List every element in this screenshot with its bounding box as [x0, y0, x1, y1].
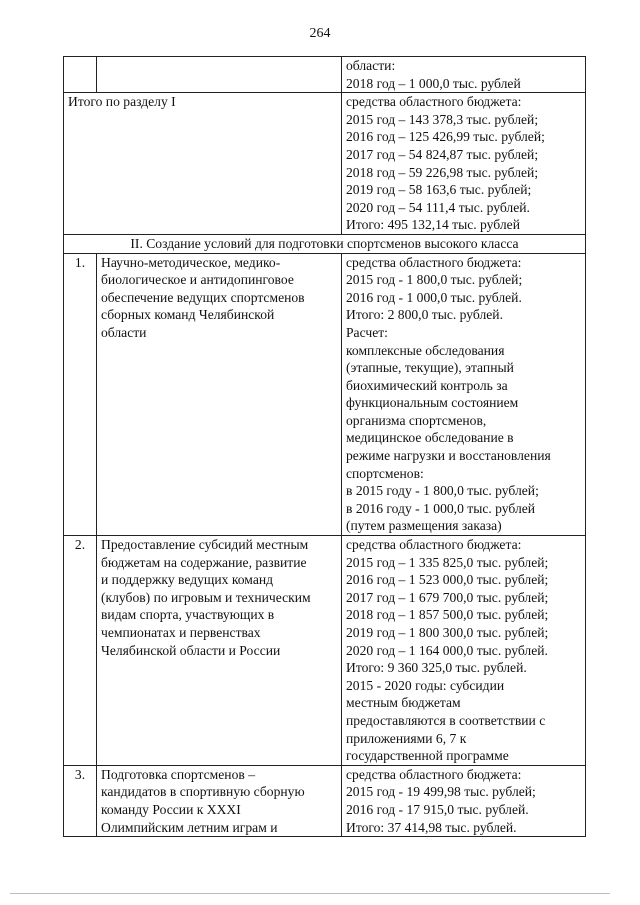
fund-cell	[342, 536, 586, 766]
section-total-label: Итого по разделу I	[64, 93, 342, 235]
desc-cell	[97, 536, 342, 766]
funding-table	[63, 56, 586, 837]
calc-line: функциональным состоянием	[346, 395, 519, 411]
fund-line: 2018 год – 1 000,0 тыс. рублей	[346, 75, 521, 91]
desc-line: сборных команд Челябинской	[101, 307, 275, 323]
fund-line: 2018 год – 1 857 500,0 тыс. рублей;	[346, 607, 549, 623]
calc-line: в 2015 году - 1 800,0 тыс. рублей;	[346, 483, 539, 499]
fund-line: 2016 год - 17 915,0 тыс. рублей.	[346, 801, 529, 817]
fund-cell	[342, 93, 586, 235]
calc-line: (этапные, текущие), этапный	[346, 360, 514, 376]
row-number: 3.	[64, 765, 97, 836]
calc-line: комплексные обследования	[346, 342, 505, 358]
section-title: II. Создание условий для подготовки спортсменов высокого класса	[64, 234, 586, 253]
note-line: приложениями 6, 7 к	[346, 730, 467, 746]
calc-line: (путем размещения заказа)	[346, 518, 502, 534]
fund-line: 2019 год – 1 800 300,0 тыс. рублей;	[346, 625, 549, 640]
fund-cell	[342, 765, 586, 836]
desc-line: чемпионатах и первенствах	[101, 625, 261, 640]
fund-line: Итого: 2 800,0 тыс. рублей.	[346, 307, 503, 323]
fund-line: 2015 год - 1 800,0 тыс. рублей;	[346, 272, 523, 288]
page-number: 264	[309, 26, 331, 41]
fund-line: 2018 год – 59 226,98 тыс. рублей;	[346, 164, 539, 180]
calc-line: спортсменов:	[346, 465, 424, 481]
num-cell	[64, 57, 97, 93]
desc-line: бюджетам на содержание, развитие	[101, 554, 307, 570]
desc-line: (клубов) по игровым и техническим	[101, 589, 311, 605]
calc-line: в 2016 году - 1 000,0 тыс. рублей	[346, 500, 536, 516]
page-bottom-rule	[10, 893, 610, 894]
table-row	[64, 536, 586, 766]
fund-line: 2015 год – 1 335 825,0 тыс. рублей;	[346, 554, 549, 570]
fund-line: области:	[346, 58, 396, 73]
fund-line: 2016 год – 1 523 000,0 тыс. рублей;	[346, 572, 549, 588]
calc-line: режиме нагрузки и восстановления	[346, 448, 551, 464]
fund-line: 2017 год – 1 679 700,0 тыс. рублей;	[346, 589, 549, 605]
desc-cell	[97, 765, 342, 836]
desc-line: Предоставление субсидий местным	[101, 537, 309, 553]
desc-cell	[97, 57, 342, 93]
fund-line: 2019 год – 58 163,6 тыс. рублей;	[346, 182, 532, 198]
fund-line: 2016 год – 125 426,99 тыс. рублей;	[346, 129, 545, 145]
desc-line: видам спорта, участвующих в	[101, 607, 275, 623]
note-line: 2015 - 2020 годы: субсидии	[346, 677, 505, 693]
fund-line: 2017 год – 54 824,87 тыс. рублей;	[346, 146, 539, 162]
desc-line: и поддержку ведущих команд	[101, 572, 274, 588]
desc-line: кандидатов в спортивную сборную	[101, 784, 305, 800]
section-total-row	[64, 93, 586, 235]
row-number: 1.	[64, 253, 97, 536]
note-line: предоставляются в соответствии с	[346, 712, 546, 728]
desc-line: области	[101, 324, 147, 340]
row-number: 2.	[64, 536, 97, 766]
fund-line: 2015 год – 143 378,3 тыс. рублей;	[346, 111, 539, 127]
fund-line: Итого: 9 360 325,0 тыс. рублей.	[346, 660, 527, 676]
calc-line: биохимический контроль за	[346, 377, 508, 393]
fund-line: Итого: 495 132,14 тыс. рублей	[346, 217, 520, 233]
fund-line: средства областного бюджета:	[346, 766, 522, 782]
note-line: государственной программе	[346, 748, 509, 764]
fund-line: средства областного бюджета:	[346, 537, 522, 553]
fund-line: 2015 год - 19 499,98 тыс. рублей;	[346, 784, 536, 800]
fund-line: 2016 год - 1 000,0 тыс. рублей.	[346, 289, 522, 305]
desc-line: обеспечение ведущих спортсменов	[101, 289, 305, 305]
calc-line: организма спортсменов,	[346, 412, 487, 428]
note-line: местным бюджетам	[346, 695, 461, 711]
table-row	[64, 253, 586, 536]
fund-line: средства областного бюджета:	[346, 94, 522, 110]
fund-cell	[342, 253, 586, 536]
calc-line: медицинское обследование в	[346, 430, 514, 446]
table-row	[64, 57, 586, 93]
desc-line: биологическое и антидопинговое	[101, 272, 294, 288]
desc-line: Олимпийским летним играм и	[101, 819, 278, 835]
section-header-row	[64, 234, 586, 253]
fund-line: Итого: 37 414,98 тыс. рублей.	[346, 819, 517, 835]
fund-line: 2020 год – 1 164 000,0 тыс. рублей.	[346, 642, 548, 658]
desc-line: Челябинской области и России	[101, 642, 281, 658]
desc-line: команду России к XXXI	[101, 801, 241, 817]
table-row	[64, 765, 586, 836]
desc-line: Научно-методическое, медико-	[101, 254, 281, 270]
desc-line: Подготовка спортсменов –	[101, 766, 255, 782]
fund-line: Расчет:	[346, 324, 388, 340]
fund-line: средства областного бюджета:	[346, 254, 522, 270]
desc-cell	[97, 253, 342, 536]
fund-cell	[342, 57, 586, 93]
fund-line: 2020 год – 54 111,4 тыс. рублей.	[346, 199, 530, 215]
